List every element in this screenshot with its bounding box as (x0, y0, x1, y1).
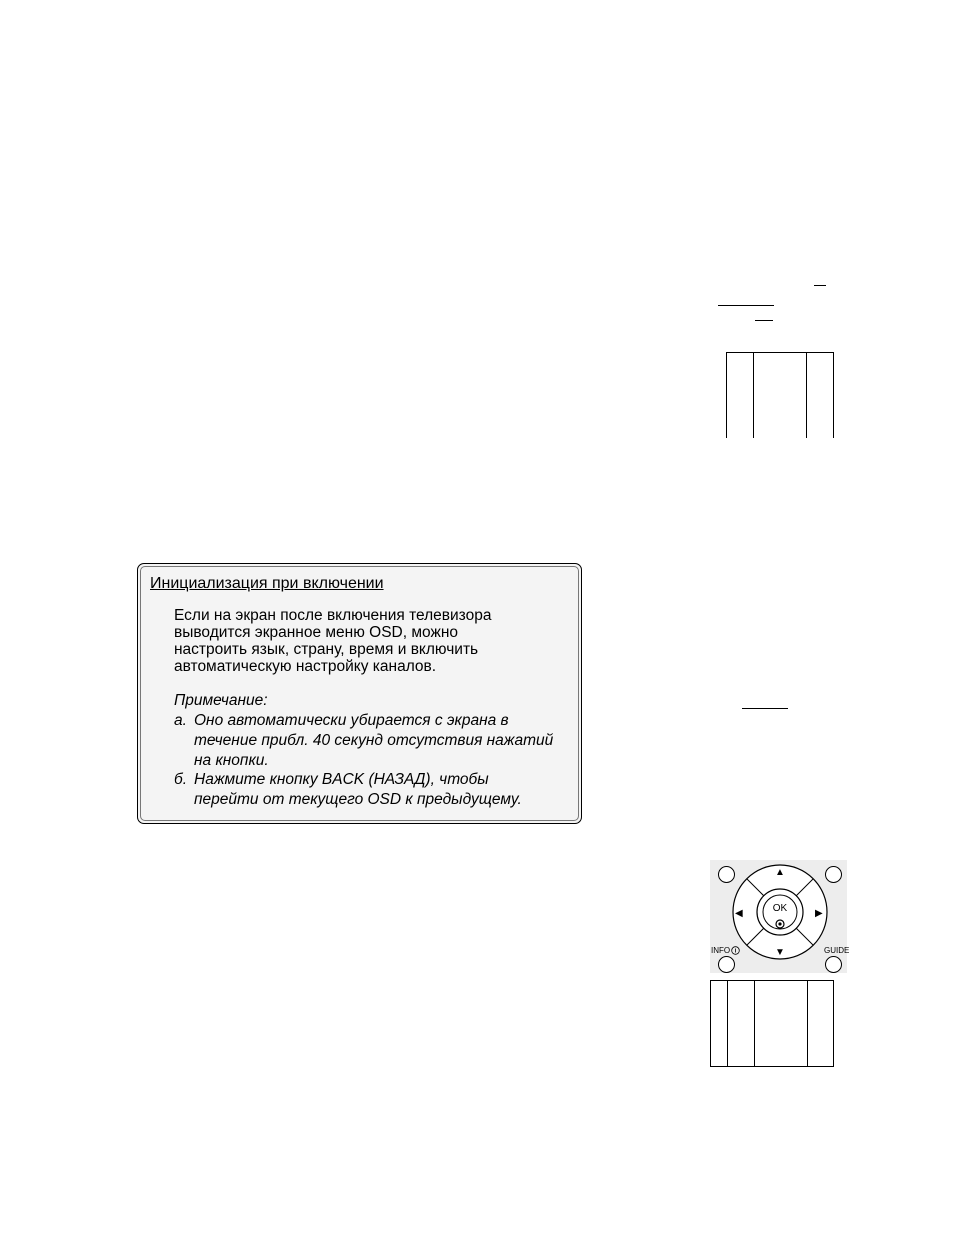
right-arrow-icon[interactable]: ▶ (815, 908, 823, 919)
note-body-line: настроить язык, страну, время и включить (174, 641, 479, 658)
down-arrow-icon[interactable]: ▼ (775, 947, 785, 958)
note-title: Инициализация при включении (150, 575, 384, 592)
note-body-line: выводится экранное меню OSD, можно (174, 624, 459, 641)
note-item-line: течение прибл. 40 секунд отсутствия нажатий (194, 732, 554, 749)
note-item-line: Нажмите кнопку BACK (НАЗАД), чтобы (194, 771, 489, 788)
note-body (174, 607, 491, 675)
note-caption: Примечание: (174, 692, 268, 709)
note-box (137, 563, 582, 824)
note-item-line: Оно автоматически убирается с экрана в (194, 712, 509, 729)
info-label: INFO (711, 946, 731, 955)
rule-line (718, 305, 774, 306)
guide-label: GUIDE (824, 946, 850, 955)
top-left-round-button[interactable] (718, 866, 735, 883)
top-right-round-button[interactable] (825, 866, 842, 883)
note-item-line: перейти от текущего OSD к предыдущему. (194, 791, 522, 808)
note-body-line: автоматическую настройку каналов. (174, 658, 437, 675)
rule-line (814, 285, 826, 286)
note-item-marker: б. (174, 771, 188, 788)
info-button[interactable] (718, 956, 735, 973)
guide-button[interactable] (825, 956, 842, 973)
rule-line (755, 320, 773, 321)
note-item-marker: а. (174, 712, 187, 729)
left-arrow-icon[interactable]: ◀ (735, 908, 743, 919)
up-arrow-icon[interactable]: ▲ (775, 867, 785, 878)
ok-button[interactable]: OK (772, 903, 788, 914)
rule-line (742, 708, 788, 709)
info-icon (731, 946, 740, 955)
note-item-line: на кнопки. (194, 752, 269, 769)
note-body-line: Если на экран после включения телевизора (174, 607, 492, 624)
